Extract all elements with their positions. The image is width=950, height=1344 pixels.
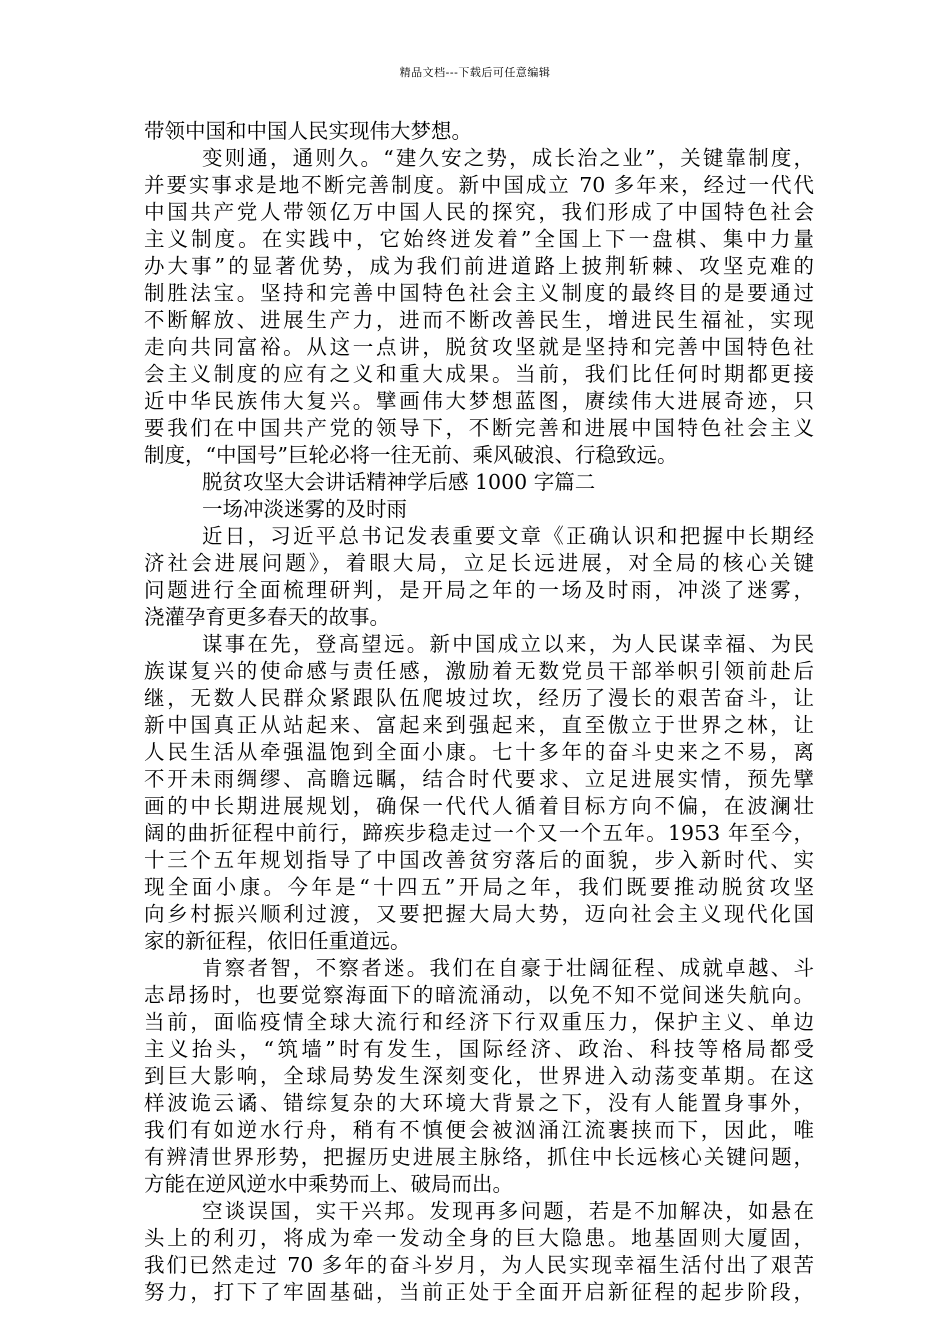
text-line: 现全面小康。今年是“十四五”开局之年，我们既要推动脱贫攻坚 (144, 875, 814, 899)
text-line: 走向共同富裕。从这一点讲，脱贫攻坚就是坚持和完善中国特色社 (144, 335, 814, 359)
page-header: 精品文档---下载后可任意编辑 (399, 66, 551, 79)
text-line: 主义抬头，“筑墙”时有发生，国际经济、政治、科技等格局都受 (144, 1037, 814, 1061)
text-line: 当前，面临疫情全球大流行和经济下行双重压力，保护主义、单边 (144, 1010, 814, 1034)
text-line: 中国共产党人带领亿万中国人民的探究，我们形成了中国特色社会 (144, 200, 814, 224)
text-line: 族谋复兴的使命感与责任感，激励着无数党员干部举帜引领前赴后 (144, 659, 814, 683)
text-line: 到巨大影响，全球局势发生深刻变化，世界进入动荡变革期。在这 (144, 1064, 814, 1088)
text-line: 我们有如逆水行舟，稍有不慎便会被汹涌江流裹挟而下，因此，唯 (144, 1118, 814, 1142)
text-line: 方能在逆风逆水中乘势而上、破局而出。 (144, 1172, 513, 1196)
text-line: 样波诡云谲、错综复杂的大环境大背景之下，没有人能置身事外， (144, 1091, 814, 1115)
text-line: 制胜法宝。坚持和完善中国特色社会主义制度的最终目的是要通过 (144, 281, 814, 305)
text-line: 济社会进展问题》，着眼大局，立足长远进展，对全局的核心关键 (144, 551, 814, 575)
text-line: 家的新征程，依旧任重道远。 (144, 929, 411, 953)
text-line: 肯察者智，不察者迷。我们在自豪于壮阔征程、成就卓越、斗 (202, 956, 814, 980)
text-line: 努力，打下了牢固基础，当前正处于全面开启新征程的起步阶段， (144, 1280, 814, 1304)
text-line: 阔的曲折征程中前行，蹄疾步稳走过一个又一个五年。1953 年至今， (144, 821, 814, 845)
text-line: 带领中国和中国人民实现伟大梦想。 (144, 119, 472, 143)
text-line: 主义制度。在实践中，它始终迸发着”全国上下一盘棋、集中力量 (144, 227, 814, 251)
text-line: 人民生活从牵强温饱到全面小康。七十多年的奋斗史来之不易，离 (144, 740, 814, 764)
text-line: 空谈误国，实干兴邦。发现再多问题，若是不加解决，如悬在 (202, 1199, 814, 1223)
text-line: 继，无数人民群众紧跟队伍爬坡过坎，经历了漫长的艰苦奋斗，让 (144, 686, 814, 710)
text-line: 新中国真正从站起来、富起来到强起来，直至傲立于世界之林，让 (144, 713, 814, 737)
text-line: 头上的利刃，将成为牵一发动全身的巨大隐患。地基固则大厦固， (144, 1226, 814, 1250)
document-body (144, 118, 814, 1306)
text-line: 近日，习近平总书记发表重要文章《正确认识和把握中长期经 (202, 524, 814, 548)
text-line: 要我们在中国共产党的领导下，不断完善和进展中国特色社会主义 (144, 416, 814, 440)
text-line: 不开未雨绸缪、高瞻远瞩，结合时代要求、立足进展实情，预先擘 (144, 767, 814, 791)
text-line: 画的中长期进展规划，确保一代代人循着目标方向不偏，在波澜壮 (144, 794, 814, 818)
text-line: 浇灌孕育更多春天的故事。 (144, 605, 390, 629)
text-line: 有辨清世界形势，把握历史进展主脉络，抓住中长远核心关键问题， (144, 1145, 814, 1169)
text-line: 不断解放、进展生产力，进而不断改善民生，增进民生福祉，实现 (144, 308, 814, 332)
article-title: 一场冲淡迷雾的及时雨 (202, 497, 407, 521)
text-line: 十三个五年规划指导了中国改善贫穷落后的面貌，步入新时代、实 (144, 848, 814, 872)
section-title: 脱贫攻坚大会讲话精神学后感 1000 字篇二 (202, 470, 596, 494)
text-line: 近中华民族伟大复兴。擘画伟大梦想蓝图，赓续伟大进展奇迹，只 (144, 389, 814, 413)
text-line: 变则通，通则久。“建久安之势，成长治之业”，关键靠制度， (202, 146, 814, 170)
text-line: 会主义制度的应有之义和重大成果。当前，我们比任何时期都更接 (144, 362, 814, 386)
text-line: 志昂扬时，也要觉察海面下的暗流涌动，以免不知不觉间迷失航向。 (144, 983, 814, 1007)
text-line: 谋事在先，登高望远。新中国成立以来，为人民谋幸福、为民 (202, 632, 814, 656)
text-line: 办大事”的显著优势，成为我们前进道路上披荆斩棘、攻坚克难的 (144, 254, 814, 278)
text-line: 制度，“中国号”巨轮必将一往无前、乘风破浪、行稳致远。 (144, 443, 678, 467)
text-line: 我们已然走过 70 多年的奋斗岁月，为人民实现幸福生活付出了艰苦 (144, 1253, 814, 1277)
text-line: 问题进行全面梳理研判，是开局之年的一场及时雨，冲淡了迷雾， (144, 578, 814, 602)
text-line: 并要实事求是地不断完善制度。新中国成立 70 多年来，经过一代代 (144, 173, 814, 197)
text-line: 向乡村振兴顺利过渡，又要把握大局大势，迈向社会主义现代化国 (144, 902, 814, 926)
